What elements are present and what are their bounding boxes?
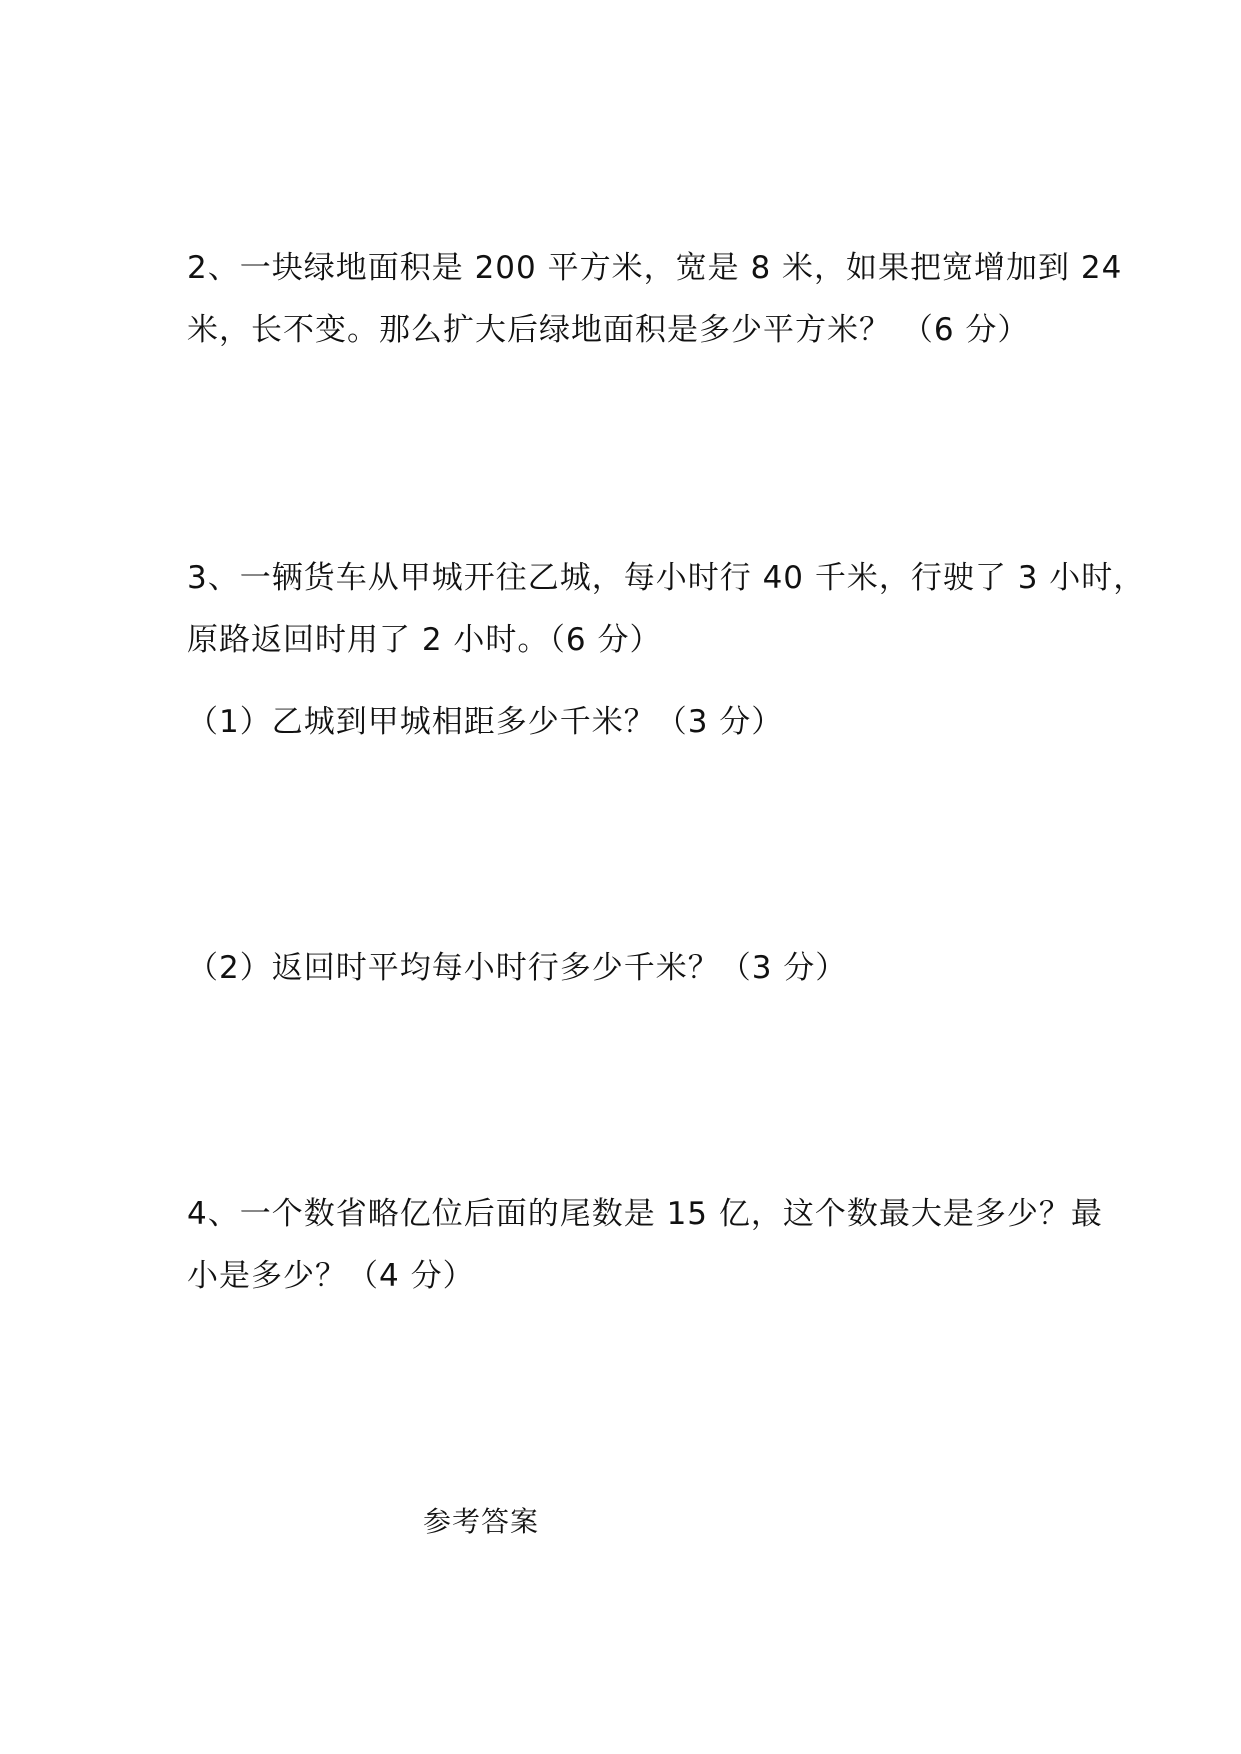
question-4-line-1: 4、一个数省略亿位后面的尾数是 15 亿，这个数最大是多少？最 — [187, 1196, 1103, 1232]
question-2-line-1: 2、一块绿地面积是 200 平方米，宽是 8 米，如果把宽增加到 24 — [187, 250, 1123, 286]
question-3-line-1: 3、一辆货车从甲城开往乙城，每小时行 40 千米，行驶了 3 小时， — [187, 560, 1146, 596]
question-2-line-2: 米，长不变。那么扩大后绿地面积是多少平方米？ （6 分） — [187, 312, 1030, 348]
question-4-line-2: 小是多少？（4 分） — [187, 1258, 475, 1294]
question-3-sub-2: （2）返回时平均每小时行多少千米？（3 分） — [187, 950, 848, 986]
question-3-sub-1: （1）乙城到甲城相距多少千米？（3 分） — [187, 704, 784, 740]
answer-heading: 参考答案 — [423, 1505, 540, 1538]
question-3-line-2: 原路返回时用了 2 小时。（6 分） — [187, 622, 662, 658]
